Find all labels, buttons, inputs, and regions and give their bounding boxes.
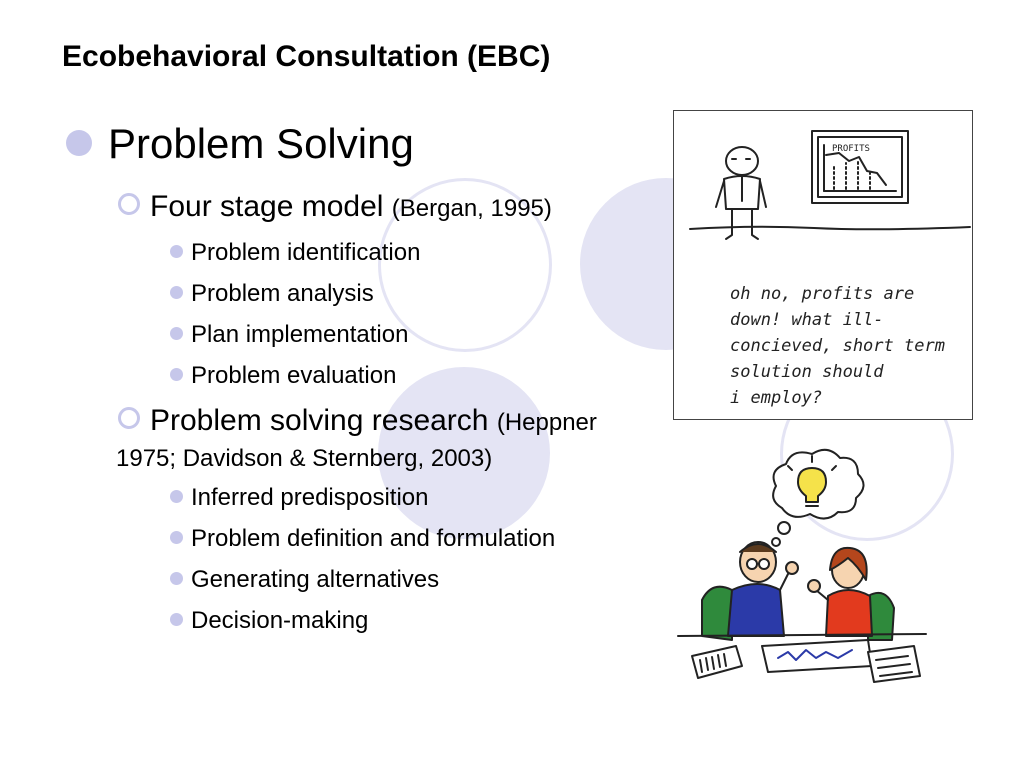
chart-label: PROFITS — [832, 144, 870, 154]
list-item — [170, 607, 368, 635]
list-item-text: Decision-making — [191, 607, 369, 634]
bullet-icon — [170, 368, 183, 381]
hollow-bullet-icon — [118, 193, 140, 215]
heading-problem-solving — [66, 120, 414, 168]
list-item — [170, 566, 439, 594]
list-item — [170, 280, 374, 308]
citation: (Heppner — [496, 409, 597, 436]
list-item-text: Plan implementation — [191, 321, 409, 348]
hollow-bullet-icon — [118, 407, 140, 429]
profits-cartoon-illustration — [674, 111, 972, 419]
section-four-stage-model — [118, 190, 552, 224]
bullet-icon — [170, 327, 183, 340]
idea-cartoon-illustration — [672, 440, 932, 690]
section-problem-solving-research — [118, 404, 597, 438]
heading-text: Problem Solving — [108, 120, 414, 167]
idea-cartoon — [672, 440, 932, 690]
bullet-icon — [170, 613, 183, 626]
list-item-text: Problem definition and formulation — [191, 525, 556, 552]
list-item — [170, 321, 408, 349]
profits-cartoon — [673, 110, 973, 420]
list-item-text: Problem evaluation — [191, 362, 397, 389]
list-item-text: Problem identification — [191, 239, 421, 266]
list-item-text: Problem analysis — [191, 280, 374, 307]
caption-line: solution should — [730, 362, 884, 382]
caption-line: i employ? — [730, 388, 823, 408]
list-item — [170, 525, 555, 553]
slide-title: Ecobehavioral Consultation (EBC) — [62, 40, 551, 73]
citation-continued: 1975; Davidson & Sternberg, 2003) — [116, 445, 493, 472]
section-label: Problem solving research — [150, 404, 489, 437]
citation: (Bergan, 1995) — [391, 195, 552, 222]
list-item-text: Inferred predisposition — [191, 484, 429, 511]
bullet-icon — [170, 286, 183, 299]
bullet-icon — [170, 572, 183, 585]
list-item — [170, 362, 396, 390]
caption-line: down! what ill- — [730, 310, 884, 330]
bullet-icon — [170, 531, 183, 544]
list-item — [170, 484, 428, 512]
bullet-icon — [170, 245, 183, 258]
bullet-icon — [170, 490, 183, 503]
list-item — [170, 239, 420, 267]
section-label: Four stage model — [150, 190, 384, 223]
list-item-text: Generating alternatives — [191, 566, 440, 593]
caption-line: oh no, profits are — [730, 284, 915, 304]
caption-line: concieved, short term — [730, 336, 945, 356]
bullet-icon — [66, 130, 92, 156]
